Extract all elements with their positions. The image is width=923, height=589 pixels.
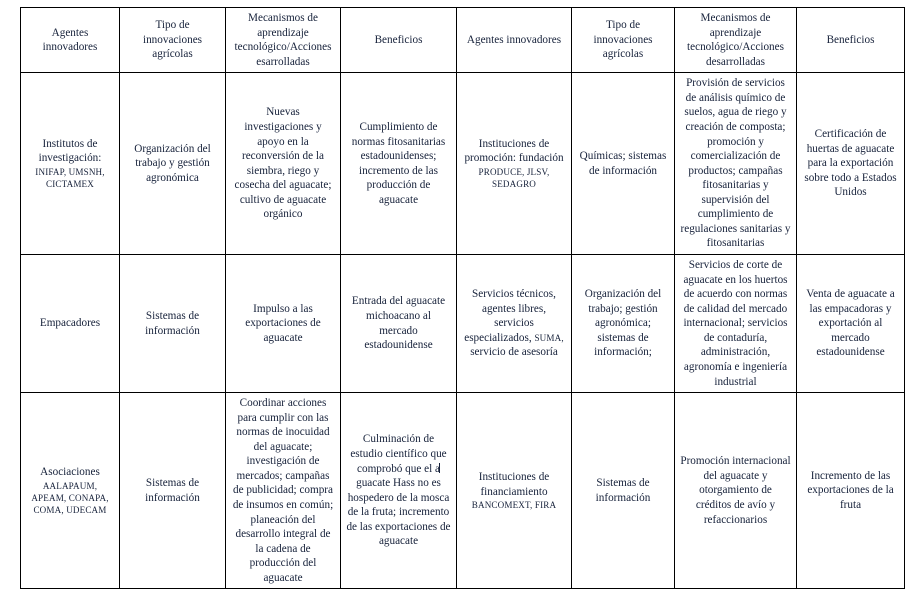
cell-tipo-innovaciones: Sistemas de información	[120, 393, 226, 589]
column-header-beneficios-left: Beneficios	[341, 8, 457, 73]
table-header-row	[21, 8, 905, 73]
cell-mecanismos-2: Provisión de servicios de análisis químico de suelos, agua de riego y creación de composta; promoción y comercialización de productos; campañas fitosanitarias y supervisión del cumplimiento de regulaciones sanitarias y fitosanitarias	[675, 73, 797, 255]
cell-tipo-innovaciones-2: Sistemas de información	[572, 393, 675, 589]
table-header	[21, 8, 905, 73]
table-row	[21, 393, 905, 589]
table-row	[21, 255, 905, 393]
innovation-agents-table	[20, 7, 905, 589]
column-header-tipo-innovaciones-left: Tipo de innovaciones agrícolas	[120, 8, 226, 73]
cell-beneficios-2: Incremento de las exportaciones de la fruta	[797, 393, 905, 589]
cell-beneficios	[341, 393, 457, 589]
column-header-mecanismos-aprendizaje-right: Mecanismos de aprendizaje tecnológico/Acciones desarrolladas	[675, 8, 797, 73]
cell-mecanismos: Impulso a las exportaciones de aguacate	[226, 255, 341, 393]
column-header-mecanismos-aprendizaje-left: Mecanismos de aprendizaje tecnológico/Acciones esarrolladas	[226, 8, 341, 73]
table-body	[21, 73, 905, 589]
cell-acronyms: SUMA,	[534, 332, 564, 343]
cell-text-after-caret: guacate Hass no es hospedero de la mosca de la fruta; incremento de las exportaciones de aguacate	[346, 477, 451, 548]
cell-beneficios: Cumplimiento de normas fitosanitarias estadounidenses; incremento de las producción de aguacate	[341, 73, 457, 255]
cell-text: Servicios técnicos, agentes libres, servicios especializados,	[464, 288, 556, 344]
cell-beneficios-2: Venta de aguacate a las empacadoras y exportación al mercado estadounidense	[797, 255, 905, 393]
cell-text: Instituciones de financiamiento	[478, 471, 550, 498]
cell-acronyms: AALAPAUM, APEAM, CONAPA, COMA, UDECAM	[31, 480, 109, 516]
cell-tipo-innovaciones: Sistemas de información	[120, 255, 226, 393]
cell-acronyms: PRODUCE, JLSV, SEDAGRO	[478, 166, 550, 190]
cell-acronyms: INIFAP, UMSNH, CICTAMEX	[35, 166, 105, 190]
table-row	[21, 73, 905, 255]
cell-agentes-innovadores	[21, 393, 120, 589]
text-cursor-caret	[439, 463, 440, 473]
cell-text: Instituciones de promoción: fundación	[464, 137, 564, 165]
column-header-agentes-innovadores-left: Agentes innovadores	[21, 8, 120, 73]
column-header-tipo-innovaciones-right: Tipo de innovaciones agrícolas	[572, 8, 675, 73]
cell-mecanismos: Coordinar acciones para cumplir con las normas de inocuidad del aguacate; investigación de mercados; campañas de publicidad; compra de insumos en común; planeación del desarrollo integral de la cadena de producción del aguacate	[226, 393, 341, 589]
cell-acronyms: BANCOMEXT, FIRA	[471, 500, 557, 511]
cell-agentes-innovadores	[21, 73, 120, 255]
cell-mecanismos: Nuevas investigaciones y apoyo en la reconversión de la siembra, riego y cosecha del aguacate; cultivo de aguacate orgánico	[226, 73, 341, 255]
cell-text-tail: servicio de asesoría	[470, 346, 558, 359]
cell-tipo-innovaciones-2: Químicas; sistemas de información	[572, 73, 675, 255]
cell-beneficios: Entrada del aguacate michoacano al mercado estadounidense	[341, 255, 457, 393]
cell-agentes-innovadores-2	[457, 255, 572, 393]
cell-text-before-caret: Culminación de estudio científico que comprobó que el a	[350, 433, 447, 475]
cell-tipo-innovaciones: Organización del trabajo y gestión agronómica	[120, 73, 226, 255]
cell-tipo-innovaciones-2: Organización del trabajo; gestión agronómica; sistemas de información;	[572, 255, 675, 393]
cell-agentes-innovadores-2	[457, 393, 572, 589]
cell-agentes-innovadores-2	[457, 73, 572, 255]
column-header-beneficios-right: Beneficios	[797, 8, 905, 73]
cell-text: Asociaciones	[40, 466, 100, 479]
cell-mecanismos-2: Servicios de corte de aguacate en los huertos de acuerdo con normas de calidad del mercado internacional; servicios de contaduría, administración, agronomía e ingeniería industrial	[675, 255, 797, 393]
cell-text: Institutos de investigación:	[38, 137, 102, 165]
column-header-agentes-innovadores-right: Agentes innovadores	[457, 8, 572, 73]
cell-agentes-innovadores: Empacadores	[21, 255, 120, 393]
cell-mecanismos-2: Promoción internacional del aguacate y otorgamiento de créditos de avío y refaccionarios	[675, 393, 797, 589]
cell-beneficios-2: Certificación de huertas de aguacate para la exportación sobre todo a Estados Unidos	[797, 73, 905, 255]
